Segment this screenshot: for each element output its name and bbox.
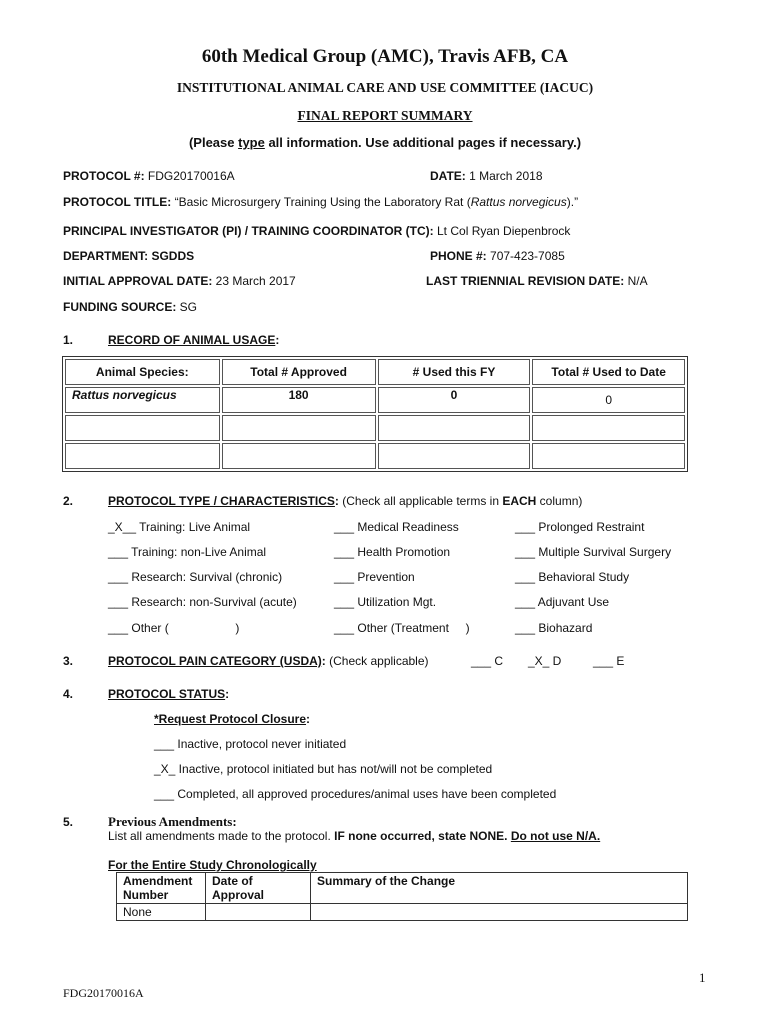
study-heading: For the Entire Study Chronologically <box>108 858 317 872</box>
pain-option-d: _X_ D <box>528 654 562 668</box>
table-cell <box>378 443 531 469</box>
type-option: ___ Multiple Survival Surgery <box>515 545 672 559</box>
table-row <box>65 415 685 441</box>
initial-approval-field: INITIAL APPROVAL DATE: 23 March 2017 <box>63 274 296 288</box>
phone-field: PHONE #: 707-423-7085 <box>430 249 565 263</box>
section-2-heading: PROTOCOL TYPE / CHARACTERISTICS: (Check all applicable terms in EACH column) <box>108 494 583 508</box>
committee-name: INSTITUTIONAL ANIMAL CARE AND USE COMMITTEE (IACUC) <box>176 80 594 95</box>
section-1-number: 1. <box>63 333 74 347</box>
table-cell <box>378 415 531 441</box>
animal-usage-table <box>62 356 688 472</box>
header-summary: Summary of the Change <box>311 873 688 904</box>
table-row <box>65 443 685 469</box>
pain-option-e: ___ E <box>593 654 625 668</box>
cell-approved: 180 <box>222 387 376 413</box>
status-option: _X_ Inactive, protocol initiated but has not/will not be completed <box>154 762 493 776</box>
cell-used-to-date: 0 <box>532 387 685 413</box>
cell-amendment-number: None <box>117 904 206 921</box>
header-approved: Total # Approved <box>222 359 376 385</box>
instructions: (Please type all information. Use additional pages if necessary.) <box>188 135 582 150</box>
table-row <box>117 904 688 921</box>
table-cell <box>532 443 685 469</box>
pain-option-c: ___ C <box>471 654 504 668</box>
closure-heading: *Request Protocol Closure: <box>154 712 311 726</box>
amendments-instruction: List all amendments made to the protocol. IF none occurred, state NONE. Do not use N/A. <box>108 829 601 843</box>
header-used-to-date: Total # Used to Date <box>532 359 685 385</box>
cell-summary <box>311 904 688 921</box>
header-species: Animal Species: <box>65 359 220 385</box>
section-5-number: 5. <box>63 815 74 829</box>
type-option: ___ Adjuvant Use <box>515 595 610 609</box>
date-field: DATE: 1 March 2018 <box>430 169 543 183</box>
type-option: ___ Other (Treatment ) <box>334 621 470 635</box>
amend-header-row <box>117 873 688 904</box>
type-option: ___ Behavioral Study <box>515 570 630 584</box>
table-cell <box>532 415 685 441</box>
type-option: ___ Utilization Mgt. <box>334 595 437 609</box>
header-amendment-number: Amendment Number <box>117 873 206 904</box>
table-cell <box>222 415 376 441</box>
section-4-number: 4. <box>63 687 74 701</box>
type-option: ___ Research: Survival (chronic) <box>108 570 283 584</box>
table-cell <box>65 415 220 441</box>
report-title: FINAL REPORT SUMMARY <box>297 108 473 123</box>
type-option: ___ Health Promotion <box>334 545 451 559</box>
section-3-number: 3. <box>63 654 74 668</box>
protocol-number-field: PROTOCOL #: FDG20170016A <box>63 169 235 183</box>
header-date-of-approval: Date of Approval <box>206 873 311 904</box>
funding-field: FUNDING SOURCE: SG <box>63 300 198 314</box>
cell-used-fy: 0 <box>378 387 531 413</box>
pi-field: PRINCIPAL INVESTIGATOR (PI) / TRAINING COORDINATOR (TC): Lt Col Ryan Diepenbrock <box>63 224 571 238</box>
revision-date-field: LAST TRIENNIAL REVISION DATE: N/A <box>426 274 648 288</box>
document-title: 60th Medical Group (AMC), Travis AFB, CA <box>201 46 569 67</box>
table-header-row <box>65 359 685 385</box>
table-row <box>65 387 685 413</box>
type-option: ___ Biohazard <box>515 621 593 635</box>
table-cell <box>65 443 220 469</box>
amendments-table <box>116 872 688 921</box>
status-option: ___ Inactive, protocol never initiated <box>154 737 347 751</box>
section-5-heading: Previous Amendments: <box>108 814 237 829</box>
type-option: ___ Prevention <box>334 570 415 584</box>
section-4-heading: PROTOCOL STATUS: <box>108 687 230 701</box>
type-option: ___ Prolonged Restraint <box>515 520 645 534</box>
type-option: ___ Training: non-Live Animal <box>108 545 267 559</box>
cell-species: Rattus norvegicus <box>65 387 220 413</box>
protocol-title-field: PROTOCOL TITLE: “Basic Microsurgery Training Using the Laboratory Rat (Rattus norvegicus).” <box>63 195 579 209</box>
footer-doc-id: FDG20170016A <box>63 986 144 1000</box>
type-option: ___ Research: non-Survival (acute) <box>108 595 297 609</box>
table-cell <box>222 443 376 469</box>
department-field: DEPARTMENT: SGDDS <box>63 249 195 263</box>
section-3-heading: PROTOCOL PAIN CATEGORY (USDA): (Check applicable) <box>108 654 429 668</box>
type-option: _X__ Training: Live Animal <box>108 520 251 534</box>
type-option: ___ Other ( ) <box>108 621 240 635</box>
cell-date-of-approval <box>206 904 311 921</box>
header-used-fy: # Used this FY <box>378 359 531 385</box>
section-1-heading: RECORD OF ANIMAL USAGE: <box>108 333 280 347</box>
page-number: 1 <box>699 970 706 985</box>
section-2-number: 2. <box>63 494 74 508</box>
status-option: ___ Completed, all approved procedures/animal uses have been completed <box>154 787 557 801</box>
type-option: ___ Medical Readiness <box>334 520 459 534</box>
